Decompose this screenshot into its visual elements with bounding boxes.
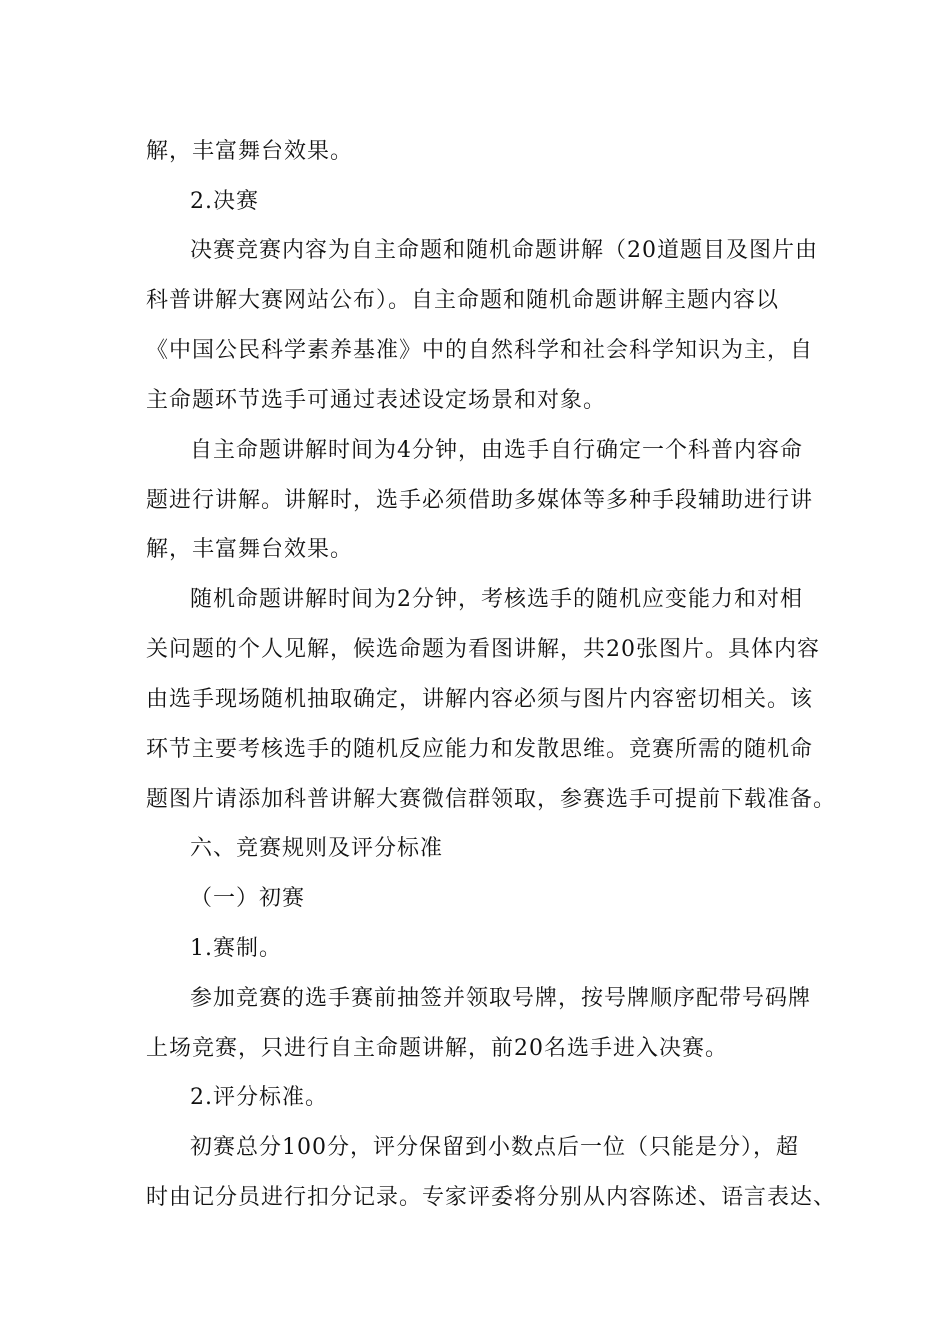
paragraph-line: 题进行讲解。讲解时，选手必须借助多媒体等多种手段辅助进行讲 — [146, 488, 814, 513]
paragraph-line: 科普讲解大赛网站公布）。自主命题和随机命题讲解主题内容以 — [146, 288, 780, 313]
paragraph-line: 题图片请添加科普讲解大赛微信群领取，参赛选手可提前下载准备。 — [146, 787, 837, 812]
section-heading: 2.决赛 — [190, 189, 259, 214]
paragraph-line: 解，丰富舞台效果。 — [146, 139, 354, 164]
paragraph-line: 自主命题讲解时间为4分钟，由选手自行确定一个科普内容命 — [190, 438, 803, 463]
paragraph-line: 时由记分员进行扣分记录。专家评委将分别从内容陈述、语言表达、 — [146, 1185, 837, 1210]
paragraph-line: 决赛竞赛内容为自主命题和随机命题讲解（20道题目及图片由 — [190, 238, 818, 263]
paragraph-line: 初赛总分100分，评分保留到小数点后一位（只能是分），超 — [190, 1135, 799, 1160]
section-heading: 六、竞赛规则及评分标准 — [190, 836, 444, 861]
subsection-heading: 1.赛制。 — [190, 936, 282, 961]
paragraph-line: 环节主要考核选手的随机反应能力和发散思维。竞赛所需的随机命 — [146, 737, 814, 762]
paragraph-line: 解，丰富舞台效果。 — [146, 537, 354, 562]
paragraph-line: 《中国公民科学素养基准》中的自然科学和社会科学知识为主，自 — [146, 338, 814, 363]
paragraph-line: 由选手现场随机抽取确定，讲解内容必须与图片内容密切相关。该 — [146, 687, 814, 712]
subsection-heading: （一）初赛 — [190, 886, 306, 911]
paragraph-line: 关问题的个人见解，候选命题为看图讲解，共20张图片。具体内容 — [146, 637, 820, 662]
paragraph-line: 参加竞赛的选手赛前抽签并领取号牌，按号牌顺序配带号码牌 — [190, 986, 812, 1011]
paragraph-line: 主命题环节选手可通过表述设定场景和对象。 — [146, 388, 607, 413]
paragraph-line: 上场竞赛，只进行自主命题讲解，前20名选手进入决赛。 — [146, 1036, 728, 1061]
subsection-heading: 2.评分标准。 — [190, 1085, 328, 1110]
paragraph-line: 随机命题讲解时间为2分钟，考核选手的随机应变能力和对相 — [190, 587, 803, 612]
